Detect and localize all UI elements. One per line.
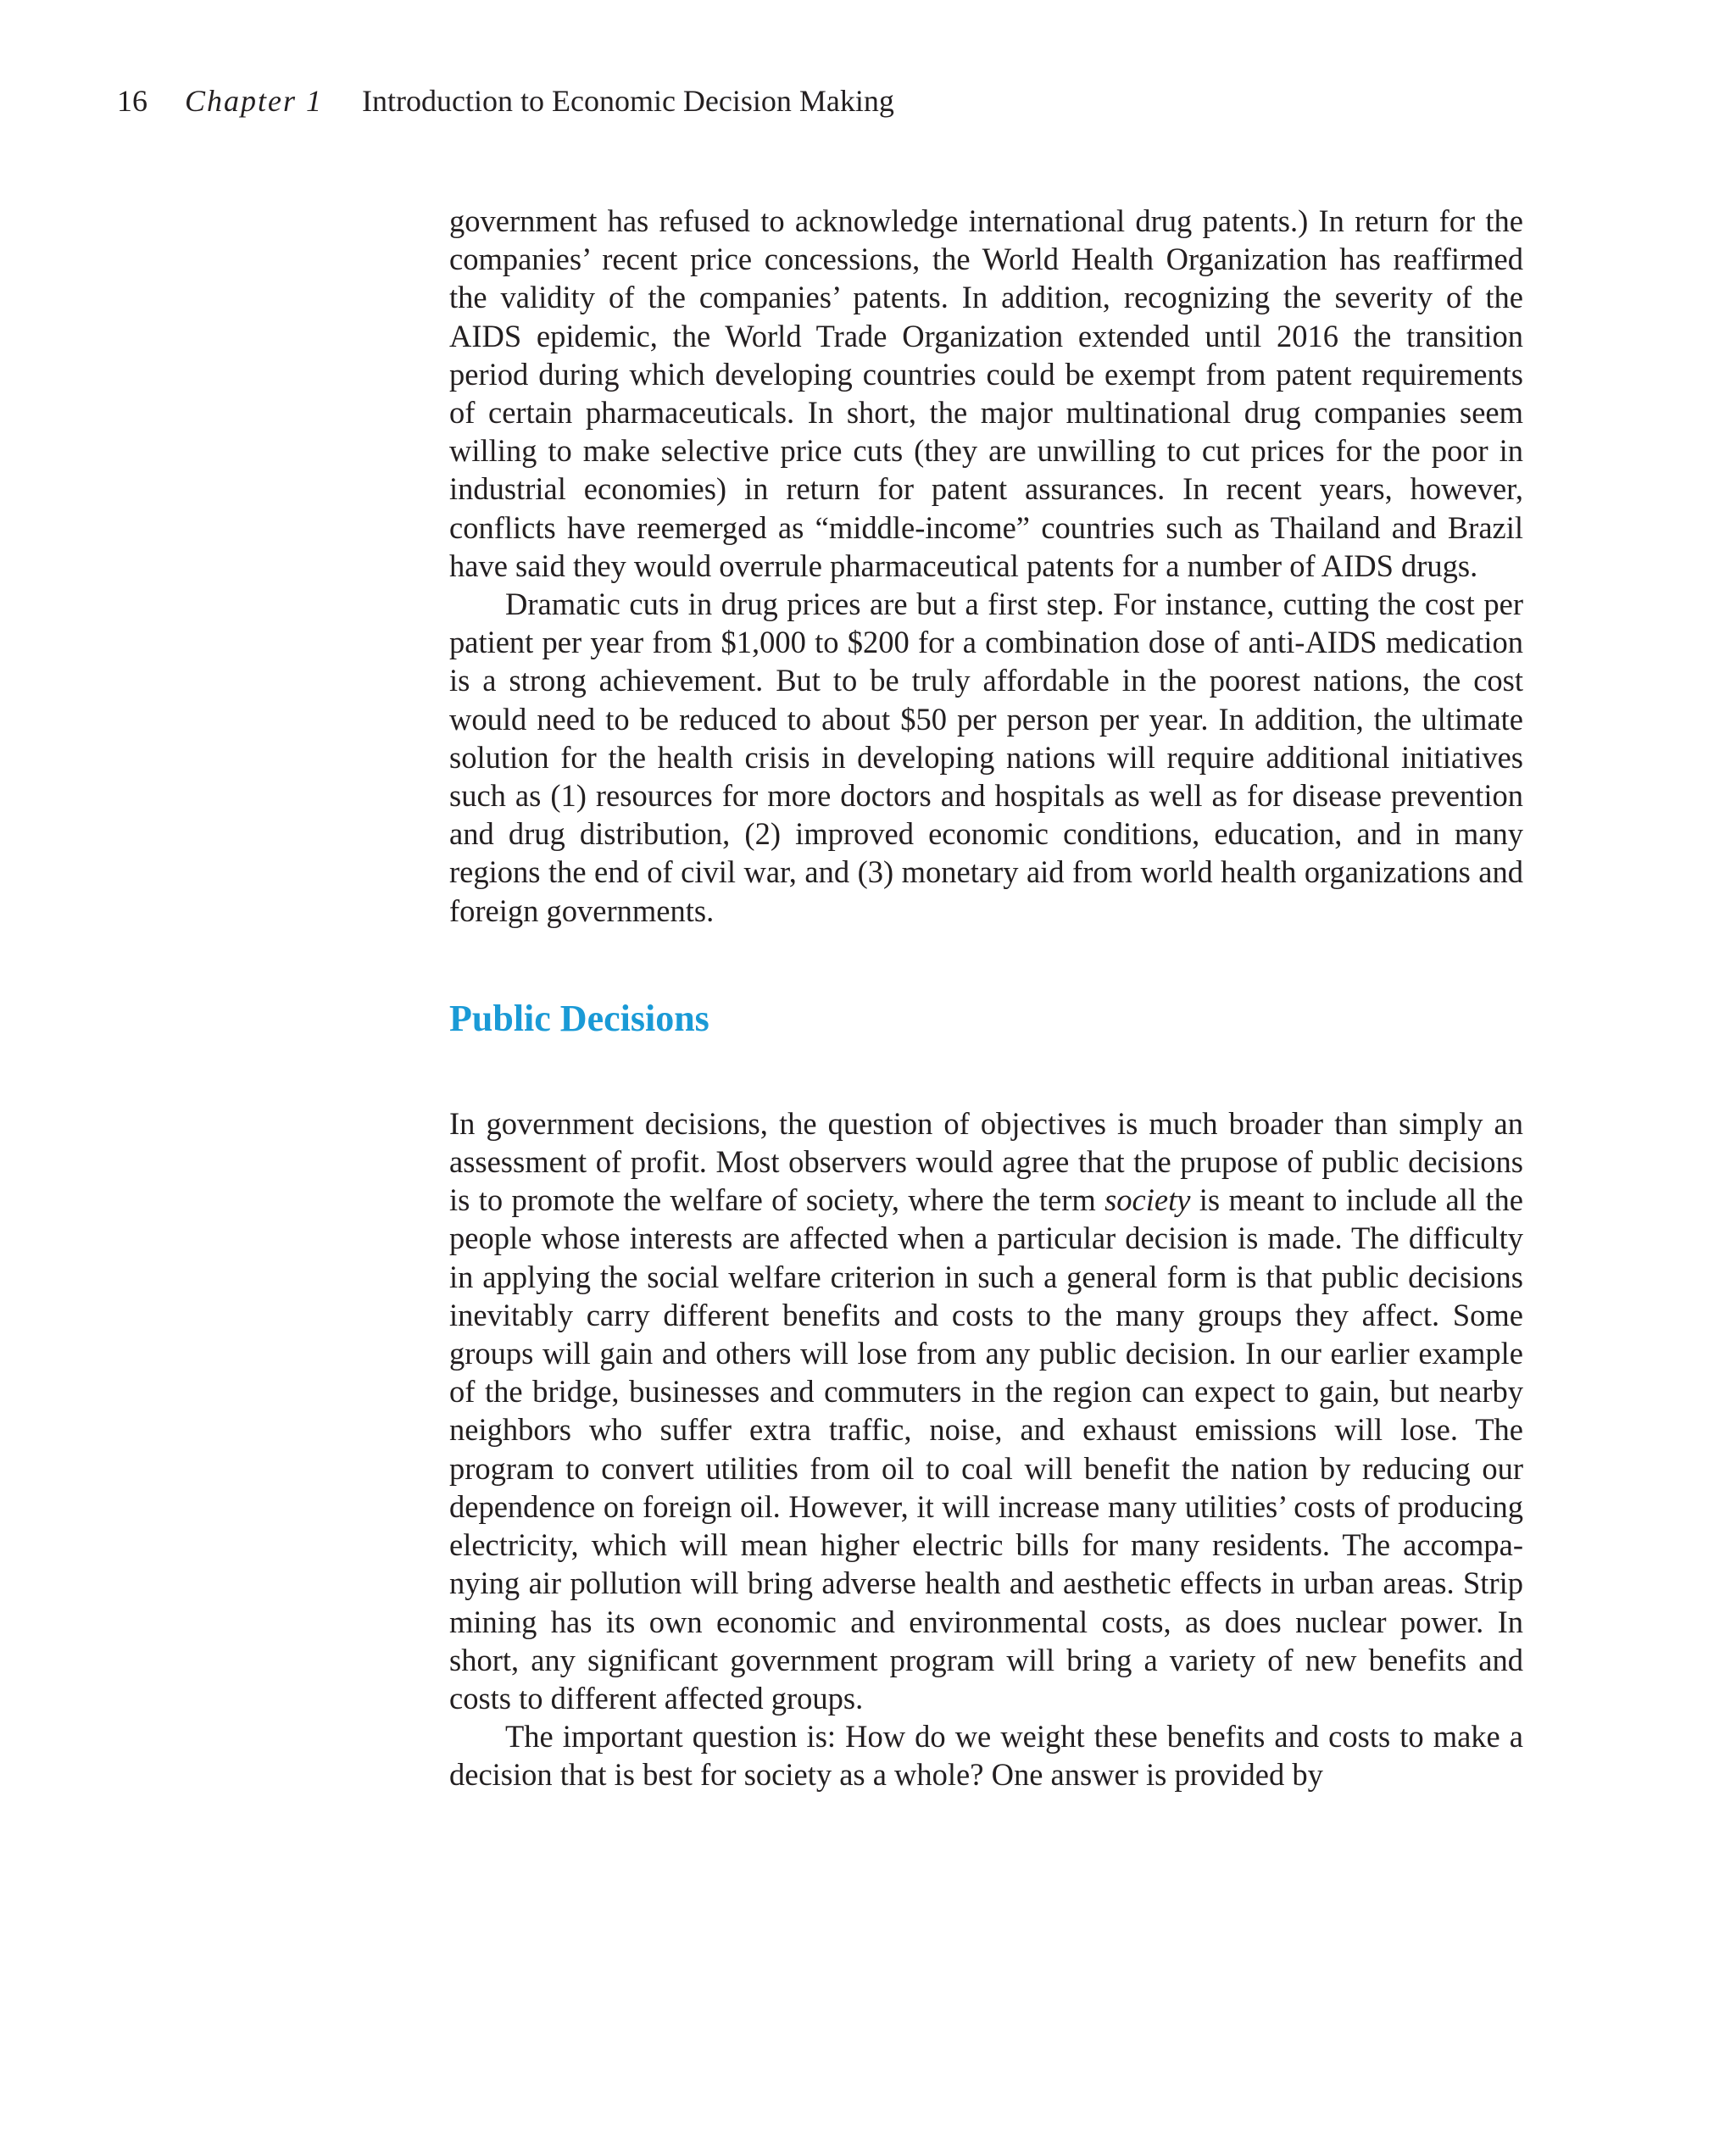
body-paragraph-drug-patents: government has refused to acknowledge international drug patents.) In return for the companies’ recent price concessions, the World Health Organization has reaffirmed the validity of the companies’ patents. In addition, recognizing the severity of the AIDS epidemic, the World Trade Organization extended until 2016 the transition period during which developing countries could be exempt from patent requirements of certain pharmaceuticals. In short, the major multinational drug companies seem willing to make selective price cuts (they are unwilling to cut prices for the poor in industrial economies) in return for patent assurances. In recent years, however, conflicts have reemerged as “middle-income” countries such as Thailand and Brazil have said they would overrule pharmaceutical patents for a number of AIDS drugs. <box>449 203 1523 583</box>
body-paragraph-drug-prices: Dramatic cuts in drug prices are but a first step. For instance, cutting the cost per patient per year from $1,000 to $200 for a combination dose of anti-AIDS medication is a strong achievement. But to be truly affordable in the poorest nations, the cost would need to be reduced to about $50 per person per year. In addition, the ultimate solution for the health crisis in developing nations will require additional initiatives such as (1) resources for more doctors and hospitals as well as for disease prevention and drug distribution, (2) improved economic conditions, education, and in many regions the end of civil war, and (3) monetary aid from world health organizations and foreign governments. <box>449 587 1523 928</box>
text-column <box>449 202 1523 1794</box>
paragraph-text-segment: In government decisions, the question of objectives is much broader than simply an assessment of profit. Most observers would agree that the prupose of public decisions is to promote the welfare of society, where the term <box>449 1105 1523 1218</box>
body-paragraph-public-objectives <box>449 1104 1523 1717</box>
page-number: 16 <box>117 84 147 118</box>
italic-term-society: society <box>1104 1182 1191 1218</box>
body-paragraph-weighting-question: The important question is: How do we weight these benefits and costs to make a decision that is best for society as a whole? One answer is provided by <box>449 1719 1523 1793</box>
chapter-title: Introduction to Economic Decision Making <box>362 84 894 118</box>
chapter-label: Chapter 1 <box>185 84 324 118</box>
running-head <box>117 81 894 121</box>
section-heading-public-decisions: Public Decisions <box>449 997 709 1039</box>
paragraph-text-segment: is meant to include all the people whose interests are affected when a particular decision is made. The difficulty in applying the social welfare criterion in such a general form is that public decisions inevitably carry different benefits and costs to the many groups they affect. Some groups will gain and others will lose from any public decision. In our earlier example of the bridge, businesses and commuters in the region can expect to gain, but nearby neighbors who suffer extra traffic, noise, and exhaust emissions will lose. The program to convert utilities from oil to coal will benefit the nation by reducing our dependence on foreign oil. However, it will increase many utilities’ costs of producing electricity, which will mean higher electric bills for many residents. The accompanying air pollution will bring adverse health and aesthetic effects in urban areas. Strip mining has its own economic and environmental costs, as does nuclear power. In short, any significant government program will bring a variety of new benefits and costs to different affected groups. <box>449 1182 1523 1716</box>
